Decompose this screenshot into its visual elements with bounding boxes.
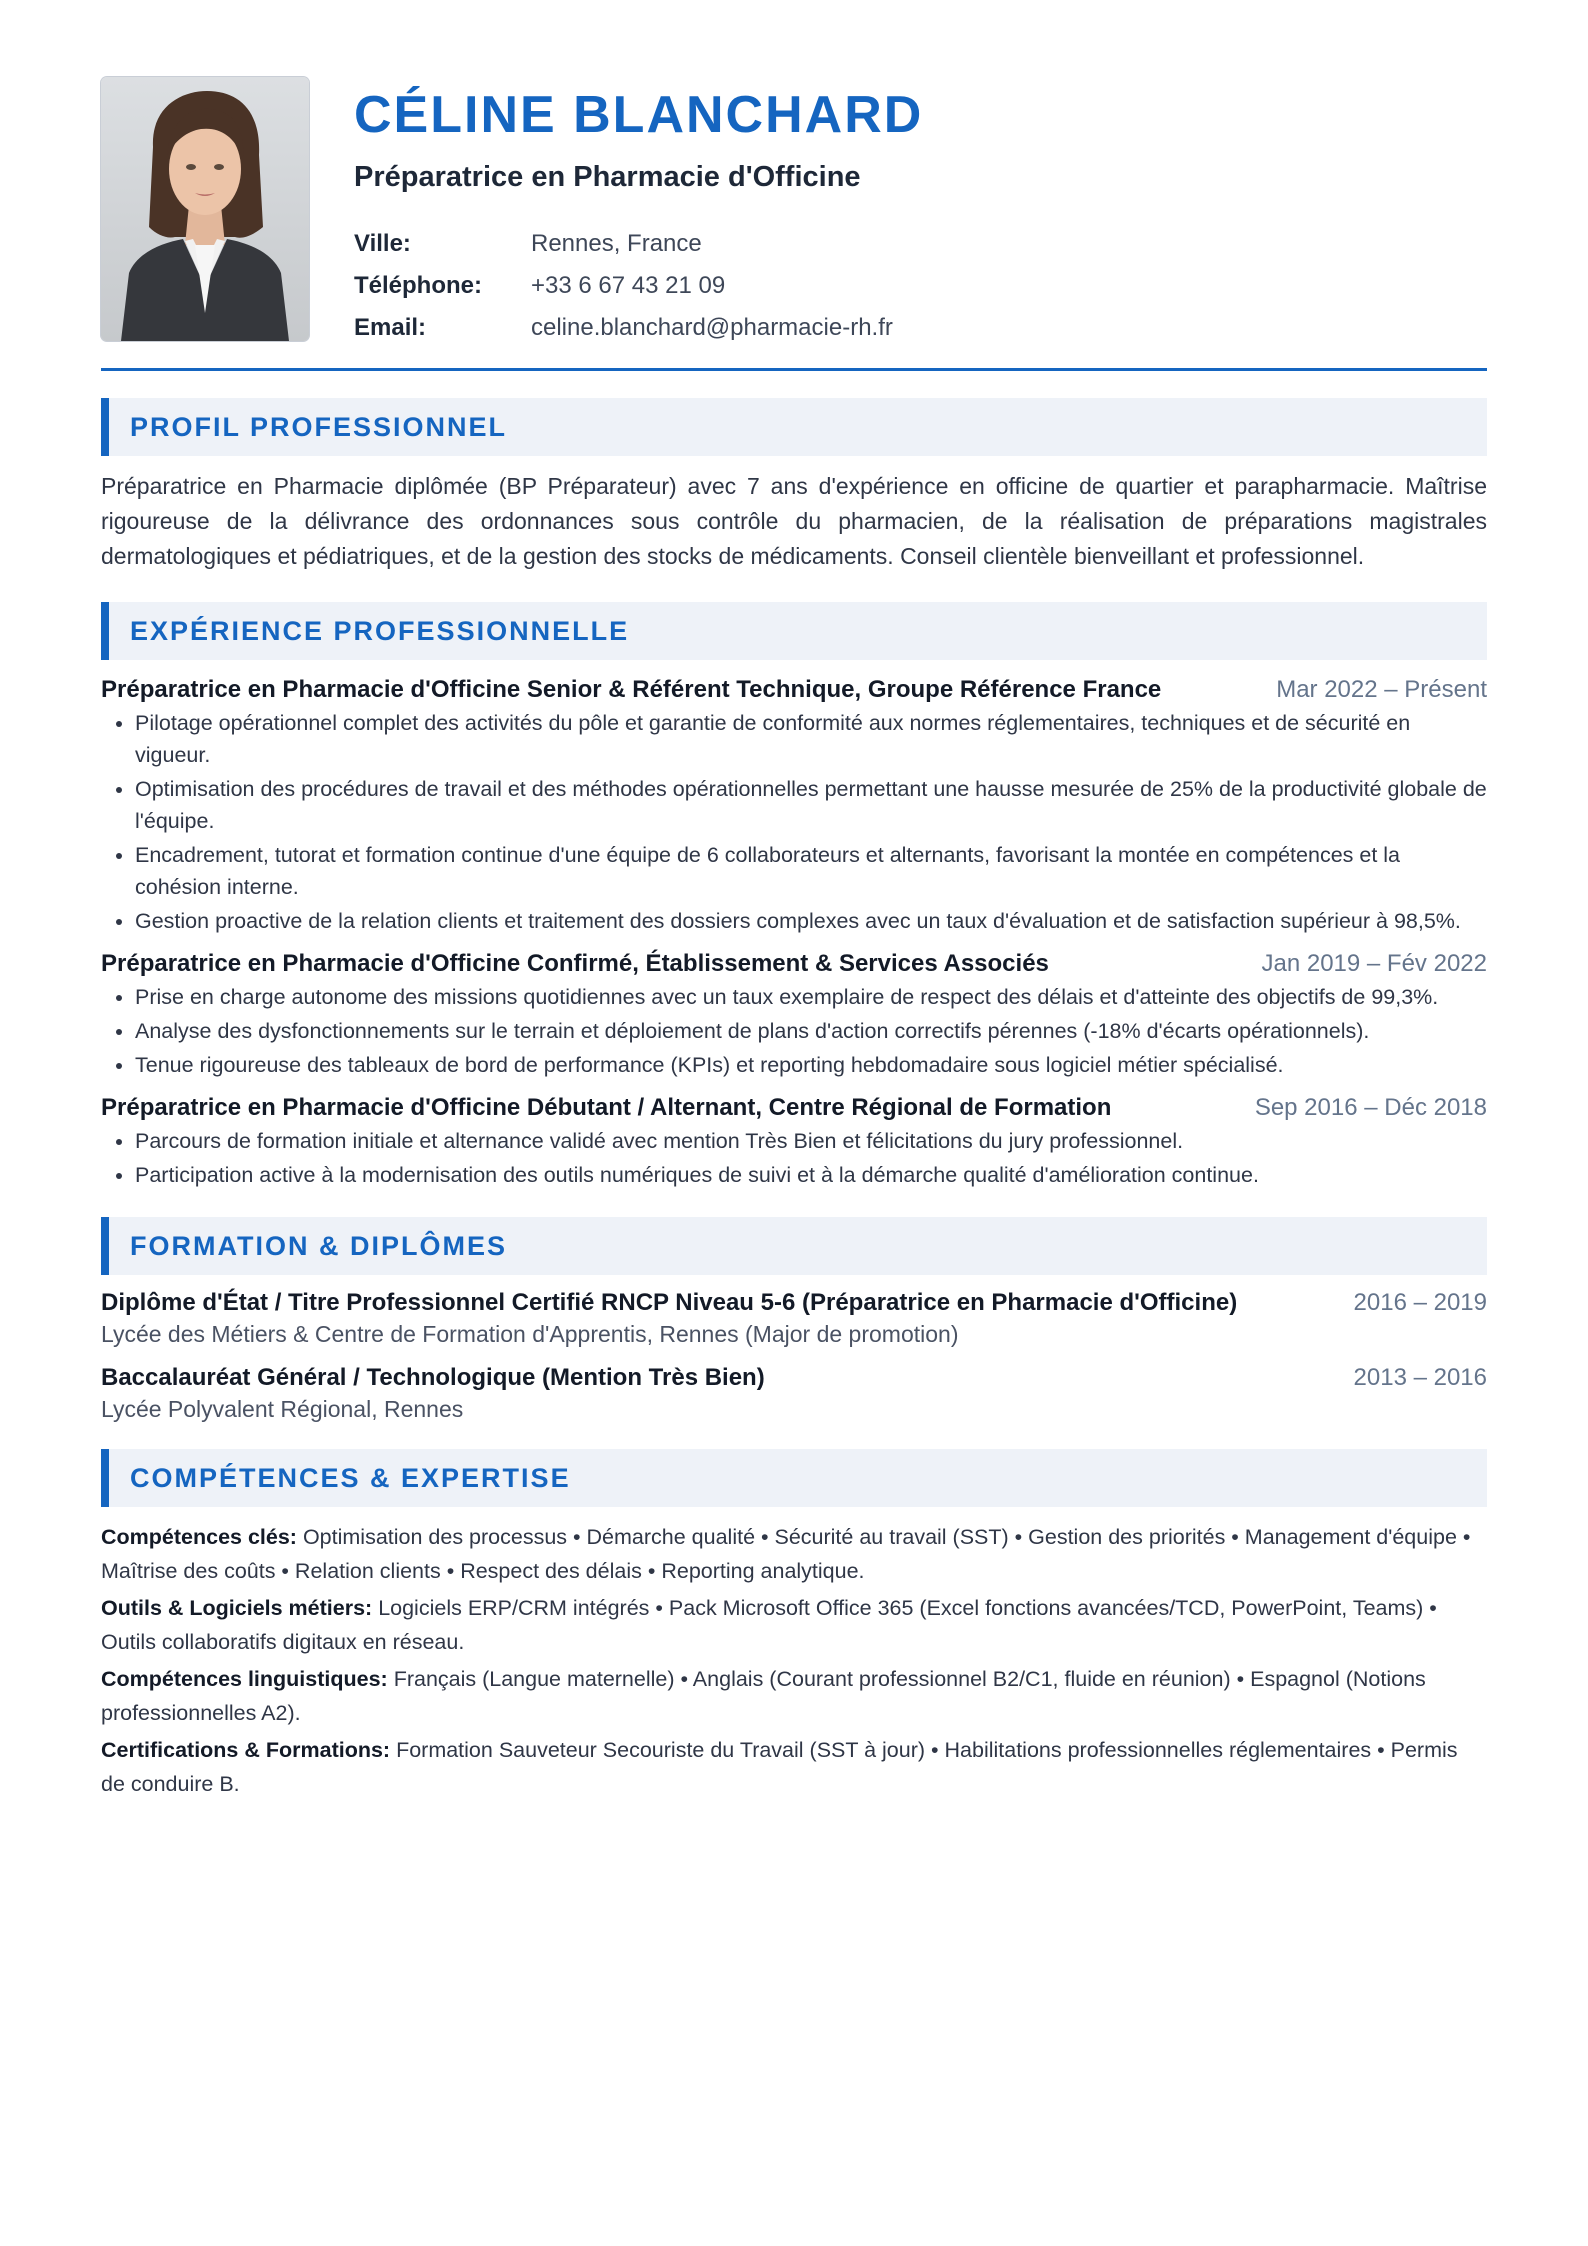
job-header — [101, 950, 1487, 978]
skill-row — [101, 1733, 1487, 1801]
job-dates: Mar 2022 – Présent — [1276, 676, 1487, 703]
job-bullets — [101, 707, 1487, 937]
degree-title: Diplôme d'État / Titre Professionnel Certifié RNCP Niveau 5-6 (Préparatrice en Pharmacie d'Officine) — [101, 1289, 1238, 1316]
skill-label: Compétences linguistiques: — [101, 1667, 394, 1691]
job-title: Préparatrice en Pharmacie d'Officine Débutant / Alternant, Centre Régional de Formation — [101, 1094, 1112, 1121]
job-dates: Sep 2016 – Déc 2018 — [1254, 1094, 1487, 1121]
section-title: FORMATION & DIPLÔMES — [130, 1230, 507, 1261]
job-bullets — [101, 1125, 1487, 1191]
section-header-education — [101, 1217, 1487, 1275]
section-title: COMPÉTENCES & EXPERTISE — [130, 1462, 571, 1493]
contact-row-phone — [354, 265, 893, 307]
section-title: PROFIL PROFESSIONNEL — [130, 411, 508, 442]
skill-row — [101, 1662, 1487, 1730]
profile-text: Préparatrice en Pharmacie diplômée (BP Préparateur) avec 7 ans d'expérience en officine de quartier et parapharmacie. Maîtrise rigoureuse de la délivrance des ordonnances sous contrôle du pharmacien, de la réalisation de préparations magistrales dermatologiques et pédiatriques, et de la gestion des stocks de médicaments. Conseil clientèle bienveillant et professionnel. — [101, 473, 1487, 569]
skill-row — [101, 1520, 1487, 1588]
job-dates: Jan 2019 – Fév 2022 — [1261, 950, 1487, 977]
education-dates: 2016 – 2019 — [1353, 1289, 1487, 1316]
resume-header — [101, 0, 1487, 371]
job-header — [101, 676, 1487, 704]
job-bullets — [101, 981, 1487, 1081]
education-entry — [101, 1364, 1487, 1423]
skills-list — [101, 1520, 1487, 1801]
skill-label: Outils & Logiciels métiers: — [101, 1596, 379, 1620]
job-bullet: • Optimisation des procédures de travail et des méthodes opérationnelles permettant une hausse mesurée de 25% de la productivité globale de l'équipe. — [135, 773, 1487, 837]
education-header — [101, 1289, 1487, 1317]
contact-value: +33 6 67 43 21 09 — [531, 272, 726, 299]
section-header-experience — [101, 602, 1487, 660]
contact-block — [354, 223, 893, 349]
job-bullet: • Prise en charge autonome des missions quotidiennes avec un taux exemplaire de respect des délais et d'atteinte des objectifs de 99,3%. — [135, 981, 1487, 1013]
skill-text: Formation Sauveteur Secouriste du Travail (SST à jour) • Habilitations professionnelles réglementaires • Permis de conduire B. — [101, 1738, 1458, 1796]
education-header — [101, 1364, 1487, 1392]
candidate-name: CÉLINE BLANCHARD — [354, 86, 924, 144]
job-subtitle: Préparatrice en Pharmacie d'Officine — [354, 161, 861, 193]
contact-row-email — [354, 307, 893, 349]
job-title: Préparatrice en Pharmacie d'Officine Confirmé, Établissement & Services Associés — [101, 950, 1049, 977]
skill-text: Optimisation des processus • Démarche qualité • Sécurité au travail (SST) • Gestion des priorités • Management d'équipe • Maîtrise des coûts • Relation clients • Respect des délais • Reporting analytique. — [101, 1525, 1471, 1583]
job-entry — [101, 676, 1487, 937]
job-entry — [101, 950, 1487, 1081]
skill-text: Français (Langue maternelle) • Anglais (Courant professionnel B2/C1, fluide en réunion) • Espagnol (Notions professionnelles A2). — [101, 1667, 1426, 1725]
contact-row-city — [354, 223, 893, 265]
contact-label: Téléphone: — [354, 272, 483, 299]
job-bullet: • Parcours de formation initiale et alternance validé avec mention Très Bien et félicitations du jury professionnel. — [135, 1125, 1487, 1157]
job-bullet: • Tenue rigoureuse des tableaux de bord de performance (KPIs) et reporting hebdomadaire sous logiciel métier spécialisé. — [135, 1049, 1487, 1081]
job-entry — [101, 1094, 1487, 1191]
section-header-skills — [101, 1449, 1487, 1507]
school-name: Lycée Polyvalent Régional, Rennes — [101, 1396, 464, 1422]
contact-value[interactable]: celine.blanchard@pharmacie-rh.fr — [531, 314, 893, 341]
school-name: Lycée des Métiers & Centre de Formation d'Apprentis, Rennes (Major de promotion) — [101, 1321, 959, 1347]
job-bullet: • Encadrement, tutorat et formation continue d'une équipe de 6 collaborateurs et alternants, favorisant la montée en compétences et la cohésion interne. — [135, 839, 1487, 903]
section-header-profile — [101, 398, 1487, 456]
section-title: EXPÉRIENCE PROFESSIONNELLE — [130, 615, 630, 646]
job-header — [101, 1094, 1487, 1122]
skill-row — [101, 1591, 1487, 1659]
contact-label: Email: — [354, 314, 427, 341]
contact-label: Ville: — [354, 230, 411, 257]
degree-title: Baccalauréat Général / Technologique (Mention Très Bien) — [101, 1364, 765, 1391]
skill-label: Compétences clés: — [101, 1525, 303, 1549]
job-bullet: • Gestion proactive de la relation clients et traitement des dossiers complexes avec un taux d'évaluation et de satisfaction supérieur à 98,5%. — [135, 905, 1487, 937]
education-dates: 2013 – 2016 — [1353, 1364, 1487, 1391]
job-bullet: • Participation active à la modernisation des outils numériques de suivi et à la démarche qualité d'amélioration continue. — [135, 1159, 1487, 1191]
contact-value: Rennes, France — [531, 230, 702, 257]
job-bullet: • Pilotage opérationnel complet des activités du pôle et garantie de conformité aux normes réglementaires, techniques et de sécurité en vigueur. — [135, 707, 1487, 771]
profile-photo — [101, 77, 309, 341]
education-entry — [101, 1289, 1487, 1348]
skill-label: Certifications & Formations: — [101, 1738, 397, 1762]
job-bullet: • Analyse des dysfonctionnements sur le terrain et déploiement de plans d'action correctifs pérennes (-18% d'écarts opérationnels). — [135, 1015, 1487, 1047]
job-title: Préparatrice en Pharmacie d'Officine Senior & Référent Technique, Groupe Référence France — [101, 676, 1162, 703]
skill-text: Logiciels ERP/CRM intégrés • Pack Microsoft Office 365 (Excel fonctions avancées/TCD, PowerPoint, Teams) • Outils collaboratifs digitaux en réseau. — [101, 1596, 1437, 1654]
